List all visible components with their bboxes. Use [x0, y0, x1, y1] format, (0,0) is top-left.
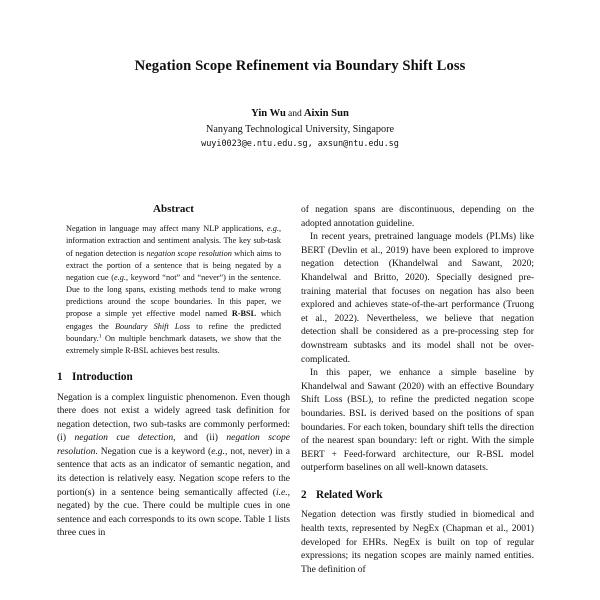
related-work-paragraph: Negation detection was firstly studied in biomedical and health texts, represented by NegEx (Chapman et al., 2001) developed for EHRs. NegEx is built on top of regular expressions; its negation scopes are mainly named entities. The definition of — [301, 509, 534, 575]
body-columns — [0, 203, 600, 600]
author-conjunction: and — [287, 107, 302, 119]
author-line — [0, 107, 600, 121]
author-second: Aixin Sun — [303, 107, 349, 119]
abstract-heading: Abstract — [153, 203, 194, 215]
affiliation: Nanyang Technological University, Singapore — [206, 123, 394, 135]
right-paragraph-plms: In recent years, pretrained language models (PLMs) like BERT (Devlin et al., 2019) have been explored to improve negation detection (Khandelwal and Sawant, 2020; Khandelwal and Britto, 2020). Specially designed pre-training material that focuses on negation has also been explored and achieves state-of-the-art performance (Truong et al., 2022). Nevertheless, we believe that negation detection shall be considered as a pre-processing step for downstream subtasks and its model shall not be over-complicated. — [301, 231, 534, 365]
section-number: 2 — [301, 488, 307, 501]
left-column — [57, 203, 290, 600]
section-number: 1 — [57, 371, 63, 384]
author-first: Yin Wu — [251, 107, 286, 119]
abstract-paragraph: Negation in language may affect many NLP applications, e.g., information extraction and sentiment analysis. The key sub-task of negation detection is negation scope resolution which aims to extract the portion of a sentence that is being negated by a negation cue (e.g., keyword “not” and “never”) in the sentence. Due to the long spans, existing methods tend to make wrong predictions around the scope boundaries. In this paper, we propose a simple yet effective model named R-BSL which engages the Boundary Shift Loss to refine the predicted boundary.$^1$ On multiple benchmark datasets, we show that the extremely simple R-BSL achieves best results. — [66, 224, 281, 355]
right-column — [301, 203, 534, 600]
section-title: Introduction — [72, 371, 133, 384]
paper-header — [0, 0, 600, 150]
right-paragraph-contribution: In this paper, we enhance a simple baseline by Khandelwal and Sawant (2020) with an effective Boundary Shift Loss (BSL), to refine the predicted negation scope boundaries. BSL is derived based on the positions of span boundaries. For each token, boundary shift tells the direction of the nearest span boundary: left or right. With the simple BERT + Feed-forward architecture, our R-BSL model outperform baselines on all well-known datasets. — [301, 367, 534, 474]
section-heading-related-work — [301, 489, 534, 502]
section-heading-introduction — [57, 371, 290, 384]
author-emails[interactable]: wuyi0023@e.ntu.edu.sg, axsun@ntu.edu.sg — [201, 139, 399, 150]
page-title: Negation Scope Refinement via Boundary Shift Loss — [134, 58, 466, 74]
section-title: Related Work — [316, 488, 383, 501]
introduction-paragraph: Negation is a complex linguistic phenomenon. Even though there does not exist a widely agreed task definition for negation detection, two sub-tasks are commonly performed: (i) negation cue detection, and (ii) negation scope resolution. Negation cue is a keyword (e.g., not, never) in a sentence that acts as an indicator of semantic negation, and its detection is relatively easy. Negation scope refers to the portion(s) in a sentence being semantically affected (i.e., negated) by the cue. There could be multiple cues in one sentence and each corresponds to its own scope. Table 1 lists three cues in — [57, 391, 290, 539]
right-continuation-paragraph: of negation spans are discontinuous, depending on the adopted annotation guideline. — [301, 204, 534, 229]
